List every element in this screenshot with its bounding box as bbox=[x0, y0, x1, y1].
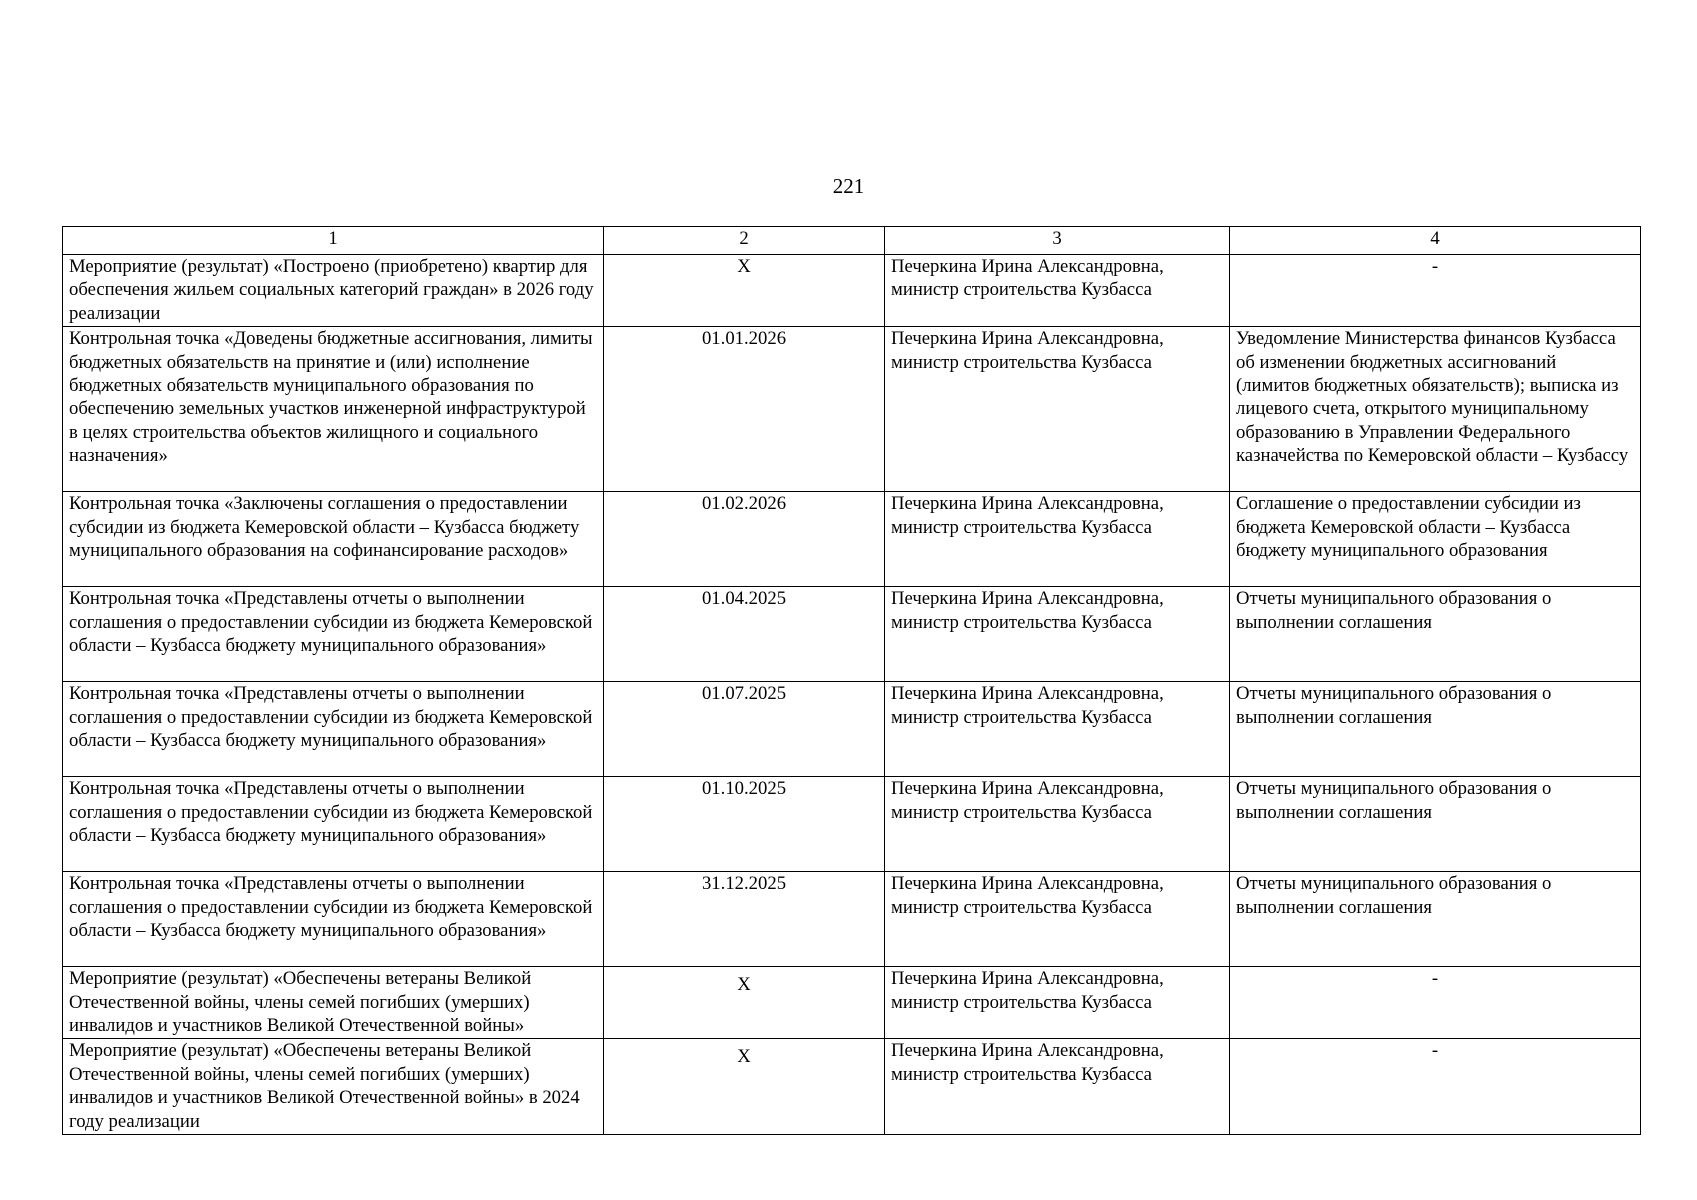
cell-responsible: Печеркина Ирина Александровна, министр строительства Кузбасса bbox=[885, 777, 1230, 872]
cell-document: - bbox=[1230, 255, 1641, 327]
cell-document: Отчеты муниципального образования о выполнении соглашения bbox=[1230, 777, 1641, 872]
cell-document: - bbox=[1230, 967, 1641, 1039]
cell-responsible: Печеркина Ирина Александровна, министр строительства Кузбасса bbox=[885, 492, 1230, 587]
cell-document: Отчеты муниципального образования о выполнении соглашения bbox=[1230, 682, 1641, 777]
cell-deadline: 01.01.2026 bbox=[604, 327, 885, 492]
table-row bbox=[63, 327, 1641, 492]
cell-deadline: X bbox=[604, 967, 885, 1039]
cell-deadline: X bbox=[604, 1039, 885, 1135]
table-row bbox=[63, 682, 1641, 777]
table-header-row bbox=[63, 227, 1641, 255]
cell-deadline: 01.02.2026 bbox=[604, 492, 885, 587]
cell-responsible: Печеркина Ирина Александровна, министр строительства Кузбасса bbox=[885, 682, 1230, 777]
cell-measure: Контрольная точка «Представлены отчеты о выполнении соглашения о предоставлении субсидии из бюджета Кемеровской области – Кузбасса бюджету муниципального образования» bbox=[63, 777, 604, 872]
cell-measure: Мероприятие (результат) «Построено (приобретено) квартир для обеспечения жильем социальных категорий граждан» в 2026 году реализации bbox=[63, 255, 604, 327]
cell-responsible: Печеркина Ирина Александровна, министр строительства Кузбасса bbox=[885, 327, 1230, 492]
table-row bbox=[63, 587, 1641, 682]
table-row bbox=[63, 777, 1641, 872]
cell-document: Уведомление Министерства финансов Кузбасса об изменении бюджетных ассигнований (лимитов бюджетных обязательств); выписка из лицевого счета, открытого муниципальному образованию в Управлении Федерального казначейства по Кемеровской области – Кузбассу bbox=[1230, 327, 1641, 492]
cell-responsible: Печеркина Ирина Александровна, министр строительства Кузбасса bbox=[885, 1039, 1230, 1135]
cell-document: Отчеты муниципального образования о выполнении соглашения bbox=[1230, 872, 1641, 967]
document-table bbox=[62, 226, 1641, 1135]
header-cell-1: 1 bbox=[63, 227, 604, 255]
cell-deadline: X bbox=[604, 255, 885, 327]
table-row bbox=[63, 1039, 1641, 1135]
cell-document: Отчеты муниципального образования о выполнении соглашения bbox=[1230, 587, 1641, 682]
cell-document: Соглашение о предоставлении субсидии из бюджета Кемеровской области – Кузбасса бюджету муниципального образования bbox=[1230, 492, 1641, 587]
cell-measure: Контрольная точка «Представлены отчеты о выполнении соглашения о предоставлении субсидии из бюджета Кемеровской области – Кузбасса бюджету муниципального образования» bbox=[63, 682, 604, 777]
table-row bbox=[63, 492, 1641, 587]
cell-measure: Мероприятие (результат) «Обеспечены ветераны Великой Отечественной войны, члены семей погибших (умерших) инвалидов и участников Великой Отечественной войны» bbox=[63, 967, 604, 1039]
cell-deadline: 01.10.2025 bbox=[604, 777, 885, 872]
cell-responsible: Печеркина Ирина Александровна, министр строительства Кузбасса bbox=[885, 255, 1230, 327]
cell-responsible: Печеркина Ирина Александровна, министр строительства Кузбасса bbox=[885, 967, 1230, 1039]
page-number: 221 bbox=[832, 174, 865, 198]
cell-deadline: 01.07.2025 bbox=[604, 682, 885, 777]
cell-responsible: Печеркина Ирина Александровна, министр строительства Кузбасса bbox=[885, 587, 1230, 682]
header-cell-2: 2 bbox=[604, 227, 885, 255]
cell-deadline: 31.12.2025 bbox=[604, 872, 885, 967]
table-row bbox=[63, 872, 1641, 967]
table-row bbox=[63, 255, 1641, 327]
header-cell-3: 3 bbox=[885, 227, 1230, 255]
cell-measure: Контрольная точка «Представлены отчеты о выполнении соглашения о предоставлении субсидии из бюджета Кемеровской области – Кузбасса бюджету муниципального образования» bbox=[63, 587, 604, 682]
cell-measure: Мероприятие (результат) «Обеспечены ветераны Великой Отечественной войны, члены семей погибших (умерших) инвалидов и участников Великой Отечественной войны» в 2024 году реализации bbox=[63, 1039, 604, 1135]
header-cell-4: 4 bbox=[1230, 227, 1641, 255]
cell-measure: Контрольная точка «Заключены соглашения о предоставлении субсидии из бюджета Кемеровской области – Кузбасса бюджету муниципального образования на софинансирование расходов» bbox=[63, 492, 604, 587]
cell-responsible: Печеркина Ирина Александровна, министр строительства Кузбасса bbox=[885, 872, 1230, 967]
table-row bbox=[63, 967, 1641, 1039]
cell-measure: Контрольная точка «Представлены отчеты о выполнении соглашения о предоставлении субсидии из бюджета Кемеровской области – Кузбасса бюджету муниципального образования» bbox=[63, 872, 604, 967]
cell-measure: Контрольная точка «Доведены бюджетные ассигнования, лимиты бюджетных обязательств на принятие и (или) исполнение бюджетных обязательств муниципального образования по обеспечению земельных участков инженерной инфраструктурой в целях строительства объектов жилищного и социального назначения» bbox=[63, 327, 604, 492]
cell-document: - bbox=[1230, 1039, 1641, 1135]
cell-deadline: 01.04.2025 bbox=[604, 587, 885, 682]
